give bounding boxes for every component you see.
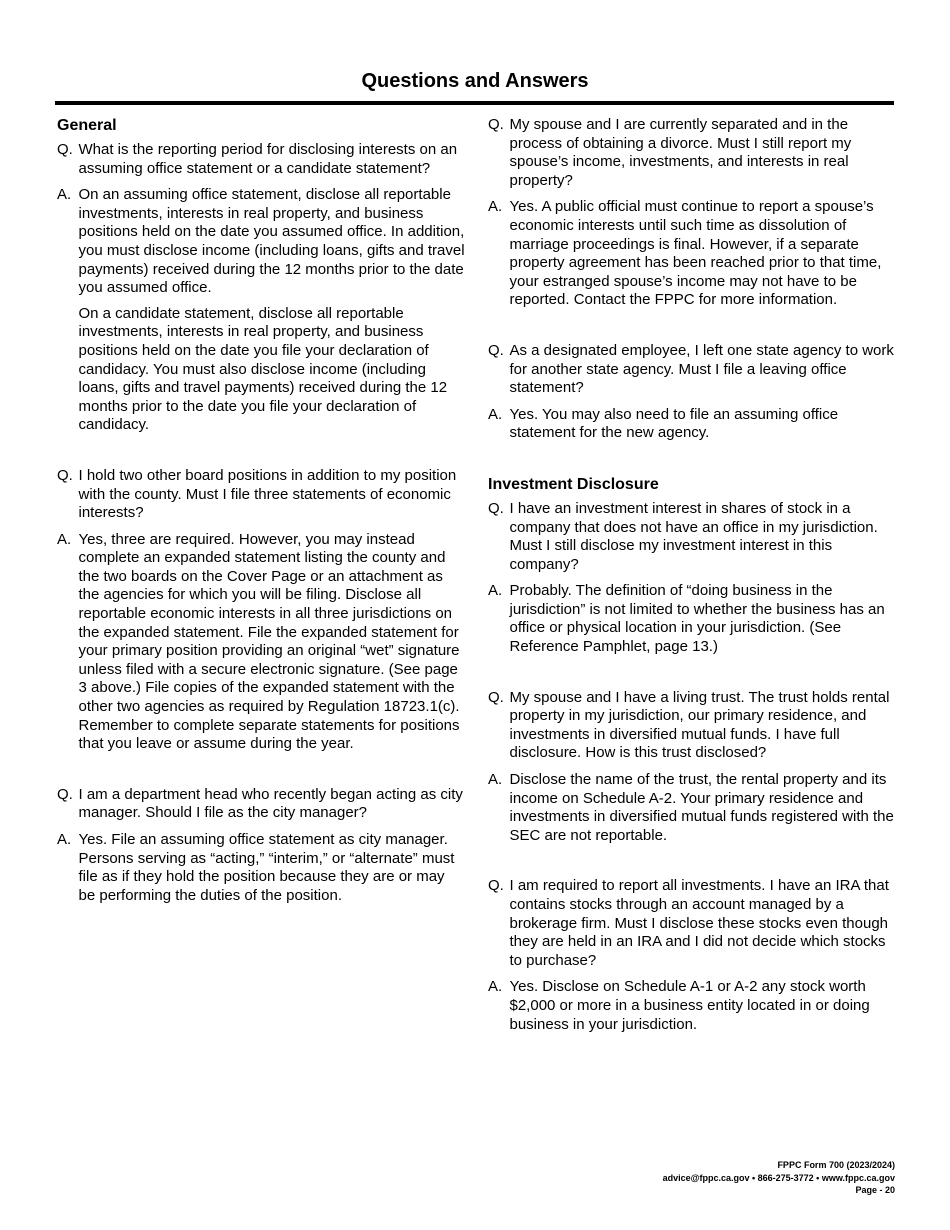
section-heading-investment-disclosure: Investment Disclosure [488,475,659,493]
page-footer [495,1159,895,1197]
question-text: As a designated employee, I left one state agency to work for another state agency. Must I file a leaving office statement? [509,341,894,397]
question-marker: Q. [488,688,504,706]
answer-marker: A. [488,405,503,423]
question-text: I am required to report all investments. I have an IRA that contains stocks through an account managed by a brokerage firm. Must I disclose these stocks even though they are held in an IRA and I did not decide which stocks to purchase? [509,877,889,969]
question-text: I have an investment interest in shares of stock in a company that does not have an office in my jurisdiction. Must I still disclose my investment interest in this company? [509,499,878,573]
answer-marker: A. [57,831,72,848]
section-heading-general: General [57,117,117,134]
question [488,116,896,190]
question-text: I hold two other board positions in addition to my position with the county. Must I file three statements of economic interests? [78,466,457,522]
question [488,877,896,970]
answer-text: Yes, three are required. However, you may instead complete an expanded statement listing the county and the two boards on the Cover Page or an attachment as the agencies for which you will be filing. Disclose all reportable economic interests in all three jurisdictions on the expanded statement. File the expanded statement for your primary position providing an original “wet” signature unless filed with a secure electronic signature. (See page 3 above.) File copies of the expanded statement with the other two agencies as required by Regulation 18723.1(c). Remember to complete separate statements for positions that you leave or assume during the year. [78,530,460,753]
form-number: FPPC Form 700 (2023/2024) [777,1160,895,1170]
answer-text: Yes. A public official must continue to report a spouse’s economic interests until such time as dissolution of marriage proceedings is final. However, if a separate property agreement has been reached prior to that time, your estranged spouse’s income may not have to be reported. Contact the FPPC for more information. [509,198,882,309]
answer [488,771,896,845]
question [57,786,465,823]
question-marker: Q. [488,499,504,517]
question [488,689,896,763]
question-text: My spouse and I are currently separated and in the process of obtaining a divorce. Must I still report my spouse’s income, investments, and interests in real property? [509,116,852,189]
question-marker: Q. [57,141,73,158]
page-number: Page - 20 [855,1185,895,1196]
answer-text: Disclose the name of the trust, the rental property and its income on Schedule A-2. Your primary residence and investments in diversified mutual funds registered with the SEC are not reportable. [509,771,894,844]
answer-paragraph: On a candidate statement, disclose all reportable investments, interests in real property, and business positions held on the date you file your declaration of candidacy. You must also disclose income (including loans, gifts and travel payments) received during the 12 months prior to the date you file your declaration of candidacy. [78,304,448,434]
answer-marker: A. [488,198,503,216]
contact-info: advice@fppc.ca.gov • 866-275-3772 • www.fppc.ca.gov [662,1172,895,1183]
answer [57,531,465,754]
question [57,467,465,523]
answer [57,186,465,298]
question-text: I am a department head who recently began acting as city manager. Should I file as the city manager? [78,785,463,822]
answer [488,406,896,443]
answer [488,978,896,1034]
question-marker: Q. [57,466,73,484]
answer-marker: A. [488,771,503,789]
question-text: My spouse and I have a living trust. The trust holds rental property in my jurisdiction, our primary residence, and investments in diversified mutual funds. I have full disclosure. How is this trust disclosed? [509,688,890,762]
answer-text: Probably. The definition of “doing business in the jurisdiction” is not limited to whether the business has an office or physical location in your jurisdiction. (See Reference Pamphlet, page 13.) [509,582,885,656]
answer [488,582,896,656]
answer-text: On an assuming office statement, disclose all reportable investments, interests in real property, and business positions held on the date you assumed office. In addition, you must disclose income (including loans, gifts and travel payments) received during the 12 months prior to the date you assumed office. [78,186,465,297]
answer [57,831,465,905]
title-divider [55,101,894,105]
question-marker: Q. [488,341,504,359]
question-text: What is the reporting period for disclosing interests on an assuming office statement or a candidate statement? [78,141,458,177]
question [57,141,465,178]
answer-marker: A. [488,582,503,600]
question [488,342,896,398]
question-marker: Q. [488,877,504,895]
question [488,500,896,574]
answer-text: Yes. You may also need to file an assuming office statement for the new agency. [509,405,839,442]
answer-marker: A. [57,530,72,548]
page-title: Questions and Answers [361,70,589,92]
answer-text: Yes. Disclose on Schedule A-1 or A-2 any stock worth $2,000 or more in a business entity located in or doing business in your jurisdiction. [509,978,870,1033]
question-marker: Q. [57,785,73,803]
answer-marker: A. [488,978,503,996]
question-marker: Q. [488,116,504,133]
answer-text: Yes. File an assuming office statement as city manager. Persons serving as “acting,” “interim,” or “alternate” must file as if they hold the position because they are or may be performing the duties of the position. [78,831,455,904]
left-column [57,116,465,913]
right-column [488,116,896,1042]
answer-marker: A. [57,186,72,204]
answer [488,198,896,310]
